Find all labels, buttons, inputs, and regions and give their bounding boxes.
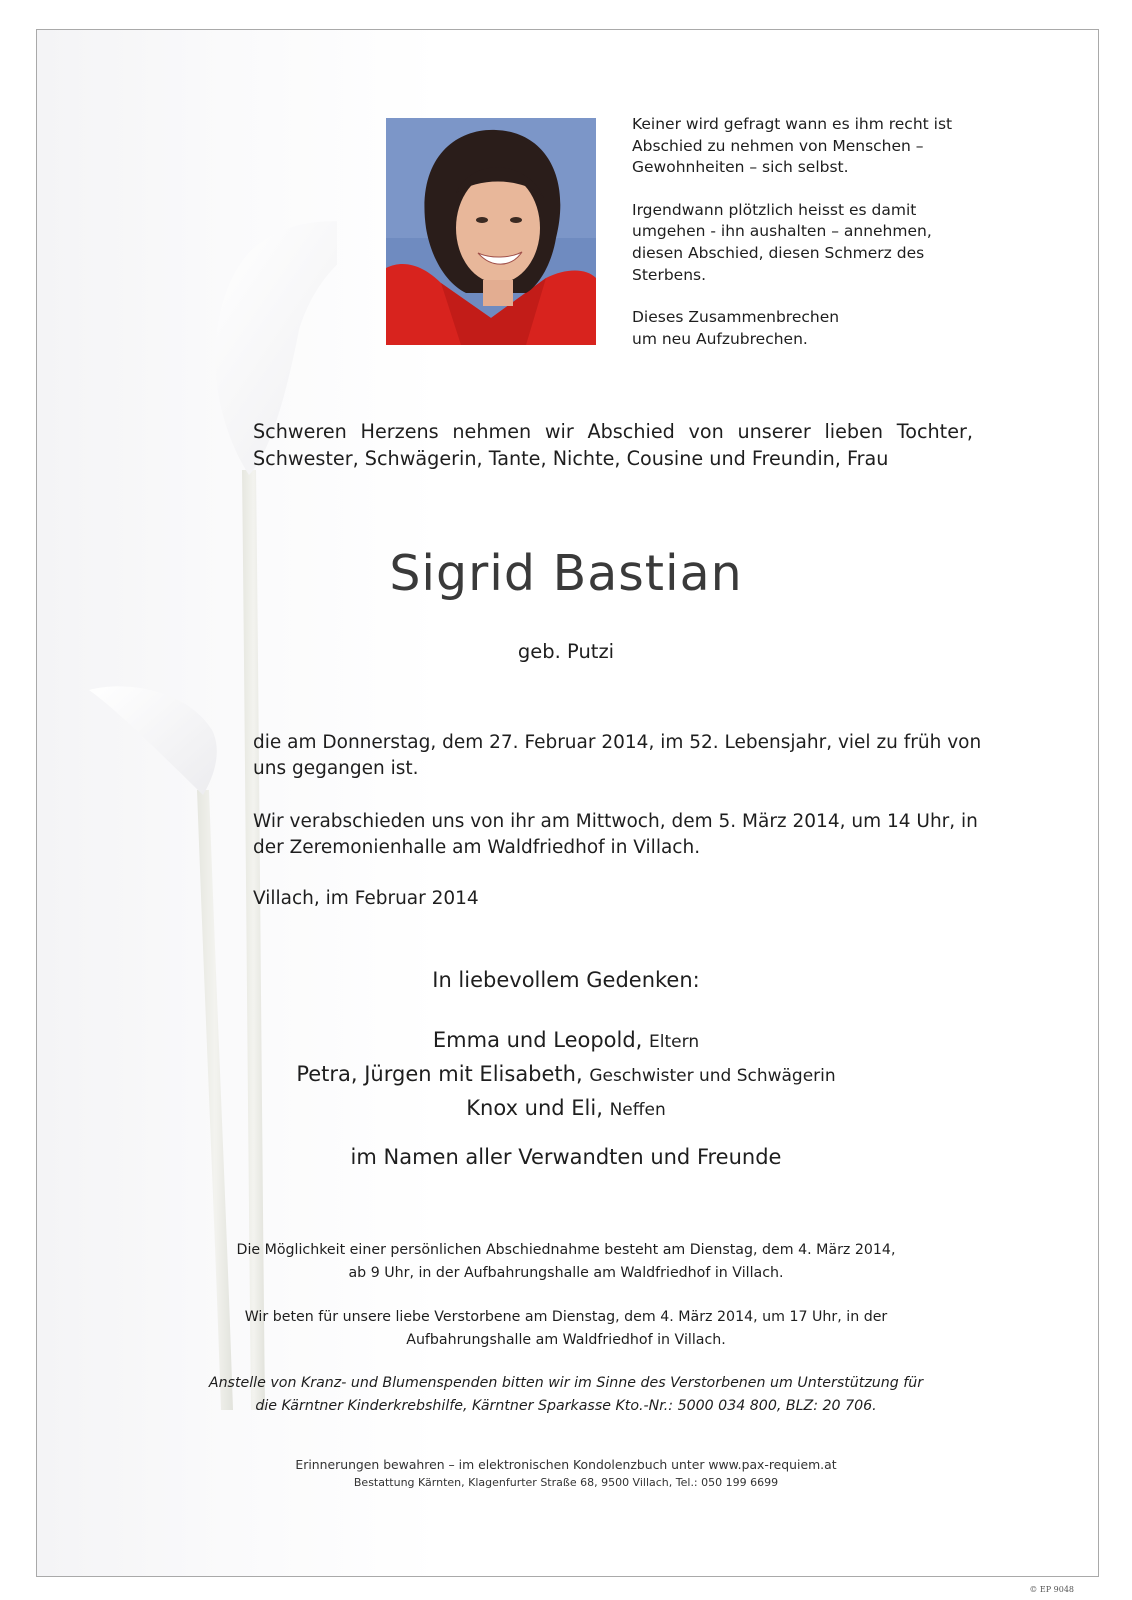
- prayer-line: Wir beten für unsere liebe Verstorbene am Dienstag, dem 4. März 2014, um 17 Uhr, in der: [244, 1309, 888, 1325]
- poem-stanza-3: [632, 307, 952, 350]
- farewell-line: der Zeremonienhalle am Waldfriedhof in Villach.: [253, 837, 701, 858]
- birth-name: geb. Putzi: [517, 640, 615, 663]
- on-behalf-line: im Namen aller Verwandten und Freunde: [350, 1145, 782, 1169]
- portrait-photo: [386, 118, 596, 345]
- poem-line: Gewohnheiten – sich selbst.: [632, 158, 849, 177]
- poem-line: um neu Aufzubrechen.: [632, 329, 808, 348]
- poem-line: Keiner wird gefragt wann es ihm recht ist: [632, 115, 953, 133]
- family-names: Emma und Leopold,: [432, 1028, 643, 1052]
- poem-line: Sterbens.: [632, 265, 707, 284]
- family-list: [0, 1024, 1132, 1126]
- family-relation: Eltern: [649, 1032, 700, 1052]
- family-relation: Neffen: [609, 1100, 666, 1120]
- donation-line: die Kärntner Kinderkrebshilfe, Kärntner Sparkasse Kto.-Nr.: 5000 034 800, BLZ: 20 706.: [255, 1398, 877, 1414]
- viewing-notice: [0, 1239, 1132, 1285]
- family-row: [0, 1092, 1132, 1126]
- poem: [632, 114, 952, 371]
- footer: [0, 1456, 1132, 1492]
- footer-condolence-line: Erinnerungen bewahren – im elektronischen Kondolenzbuch unter www.pax-requiem.at: [295, 1457, 837, 1472]
- death-notice-line: die am Donnerstag, dem 27. Februar 2014, im 52. Lebensjahr, viel zu früh von: [253, 732, 982, 753]
- viewing-line: Die Möglichkeit einer persönlichen Abschiednahme besteht am Dienstag, dem 4. März 2014,: [236, 1242, 896, 1258]
- poem-line: Abschied zu nehmen von Menschen –: [632, 136, 924, 155]
- family-names: Knox und Eli,: [466, 1096, 603, 1120]
- memory-heading: In liebevollem Gedenken:: [432, 968, 700, 992]
- footer-address-line: Bestattung Kärnten, Klagenfurter Straße 68, 9500 Villach, Tel.: 050 199 6699: [353, 1476, 779, 1489]
- family-relation: Geschwister und Schwägerin: [589, 1066, 836, 1086]
- prayer-line: Aufbahrungshalle am Waldfriedhof in Villach.: [406, 1332, 726, 1348]
- death-notice: [253, 730, 983, 782]
- donation-line: Anstelle von Kranz- und Blumenspenden bitten wir im Sinne des Verstorbenen um Unterstützung für: [208, 1375, 924, 1391]
- deceased-name: Sigrid Bastian: [389, 545, 743, 602]
- farewell-notice: [253, 809, 983, 861]
- intro-text: [253, 418, 973, 472]
- prayer-notice: [0, 1306, 1132, 1352]
- poem-line: umgehen - ihn aushalten – annehmen,: [632, 222, 932, 241]
- template-code: © EP 9048: [1029, 1585, 1074, 1594]
- intro-line-2: Schwester, Schwägerin, Tante, Nichte, Cousine und Freundin, Frau: [253, 447, 889, 470]
- family-row: [0, 1024, 1132, 1058]
- poem-line: diesen Abschied, diesen Schmerz des: [632, 243, 925, 262]
- poem-stanza-1: [632, 114, 952, 179]
- viewing-line: ab 9 Uhr, in der Aufbahrungshalle am Waldfriedhof in Villach.: [348, 1265, 784, 1281]
- donation-notice: [0, 1372, 1132, 1418]
- intro-line-1: Schweren Herzens nehmen wir Abschied von unserer lieben Tochter,: [253, 420, 973, 443]
- family-row: [0, 1058, 1132, 1092]
- poem-line: Dieses Zusammenbrechen: [632, 308, 840, 327]
- poem-line: Irgendwann plötzlich heisst es damit: [632, 200, 917, 219]
- farewell-line: Wir verabschieden uns von ihr am Mittwoch, dem 5. März 2014, um 14 Uhr, in: [253, 811, 978, 832]
- place-date: Villach, im Februar 2014: [253, 888, 479, 909]
- poem-stanza-2: [632, 200, 952, 286]
- family-names: Petra, Jürgen mit Elisabeth,: [296, 1062, 583, 1086]
- death-notice-line: uns gegangen ist.: [253, 758, 419, 779]
